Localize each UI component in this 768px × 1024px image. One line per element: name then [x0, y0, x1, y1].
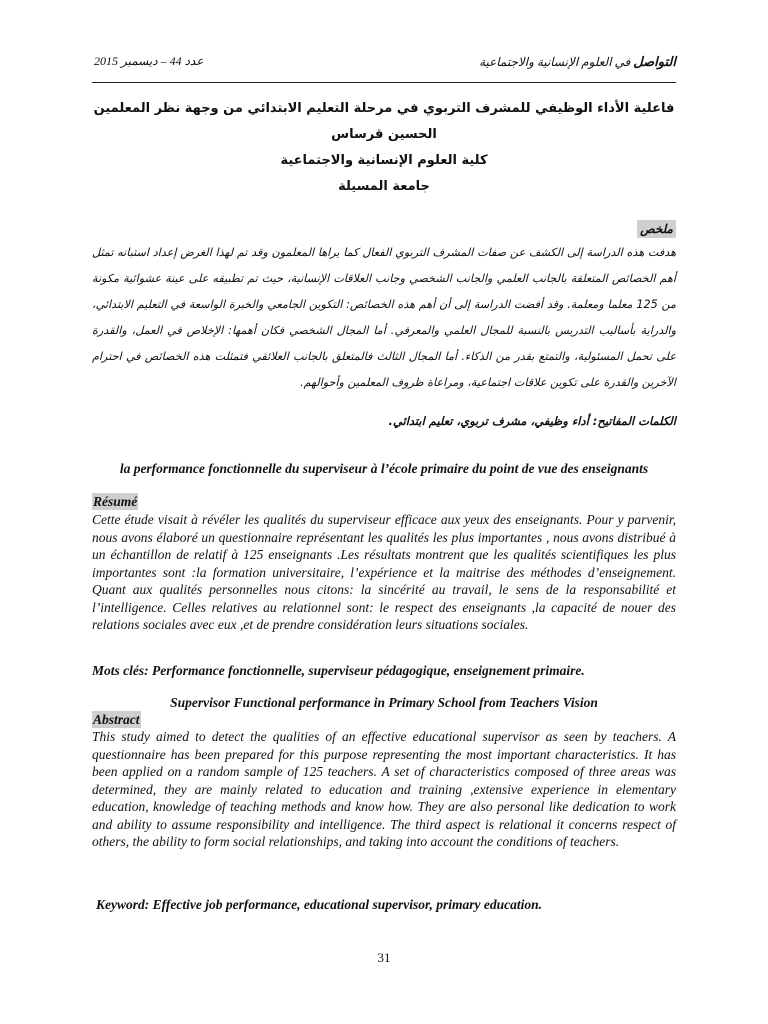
page-number: 31	[377, 950, 391, 965]
arabic-abstract: هدفت هذه الدراسة إلى الكشف عن صفات المشرف التربوي الفعال كما يراها المعلمون وقد تم لهذا الغرض إعداد استبانه تمثل أهم الخصائص المتعلقة بالجانب العلمي والجانب الشخصي وجانب العلاقات الإنسانية، حيث تم تطبيقه على عينة عشوائية مكونة من 125 معلما ومعلمة. وقد أفضت الدراسة إلى أن أهم هذه الخصائص: التكوين الجامعي والخبرة الواسعة في التعليم الابتدائي، والدراية بأساليب التدريس بالنسبة للمجال العلمي والمعرفي. أما المجال الشخصي فكان أهمها: الإخلاص في العمل، والقدرة على تحمل المسئولية، والتمتع بقدر من الذكاء. أما المجال الثالث فالمتعلق بالجانب العلائقي فتمثلت هذه الخصائص في احترام الآخرين والقدرة على تكوين علاقات اجتماعية، ومراعاة ظروف المعلمين وأحوالهم.	[92, 246, 676, 389]
english-keywords: Keyword: Effective job performance, educational supervisor, primary education.	[96, 897, 542, 912]
header-divider	[92, 82, 676, 83]
arabic-title: فاعلية الأداء الوظيفي للمشرف التربوي في مرحلة التعليم الابتدائي من وجهة نظر المعلمين	[93, 101, 675, 116]
french-abstract-label: Résumé	[93, 494, 138, 509]
english-title: Supervisor Functional performance in Primary School from Teachers Vision	[170, 695, 598, 710]
french-title: la performance fonctionnelle du superviseur à l’école primaire du point de vue des enseignants	[119, 461, 649, 476]
journal-name	[479, 54, 676, 70]
arabic-keywords: الكلمات المفاتيح: أداء وظيفي، مشرف تربوي، تعليم ابتدائي.	[388, 414, 676, 428]
english-abstract-label: Abstract	[93, 712, 140, 727]
english-abstract: This study aimed to detect the qualities of an effective educational supervisor as seen by teachers. A questionnaire has been prepared for this purpose representing the most important characteristics. It has been applied on a random sample of 125 teachers. A set of characteristics composed of three areas was determined, they are mainly related to education and training ,extensive experience in elementary education, knowledge of teaching methods and know how. They are also personal like dedication to work and ability to assume responsibility and intelligence. The third aspect is relational it concerns respect of others, the ability to form social relationships, and taking into account the conditions of teachers.	[92, 729, 676, 849]
french-keywords: Mots clés: Performance fonctionnelle, superviseur pédagogique, enseignement primaire.	[92, 663, 585, 678]
author-name: الحسين قرساس	[331, 127, 437, 142]
arabic-abstract-label: ملخص	[637, 220, 676, 238]
faculty-name: كلية العلوم الإنسانية والاجتماعية	[280, 153, 488, 168]
french-abstract: Cette étude visait à révéler les qualités du superviseur efficace aux yeux des enseignants. Pour y parvenir, nous avons élaboré un questionnaire représentant les qualités les plus importantes , nous avons distribué à un échantillon de relatif à 125 enseignants .Les résultats montrent que les qualités scientifiques les plus importantes sont :la formation universitaire, l’expérience et la maitrise des méthodes d’enseignement. Quant aux qualités personnelles nous citons: la sincérité au travail, le sens de la responsabilité et l’intelligence. Celles relatives au relationnel sont: le respect des enseignants ,la capacité de nouer des relations sociales avec eux ,et de prendre considération leurs situations sociales.	[92, 512, 676, 632]
university-name: جامعة المسيلة	[338, 179, 430, 194]
arabic-title-block	[92, 96, 676, 200]
journal-brand: التواصل	[633, 54, 676, 69]
journal-subtitle: في العلوم الإنسانية والاجتماعية	[479, 55, 634, 69]
issue-info: عدد 44 – ديسمبر 2015	[94, 54, 204, 68]
